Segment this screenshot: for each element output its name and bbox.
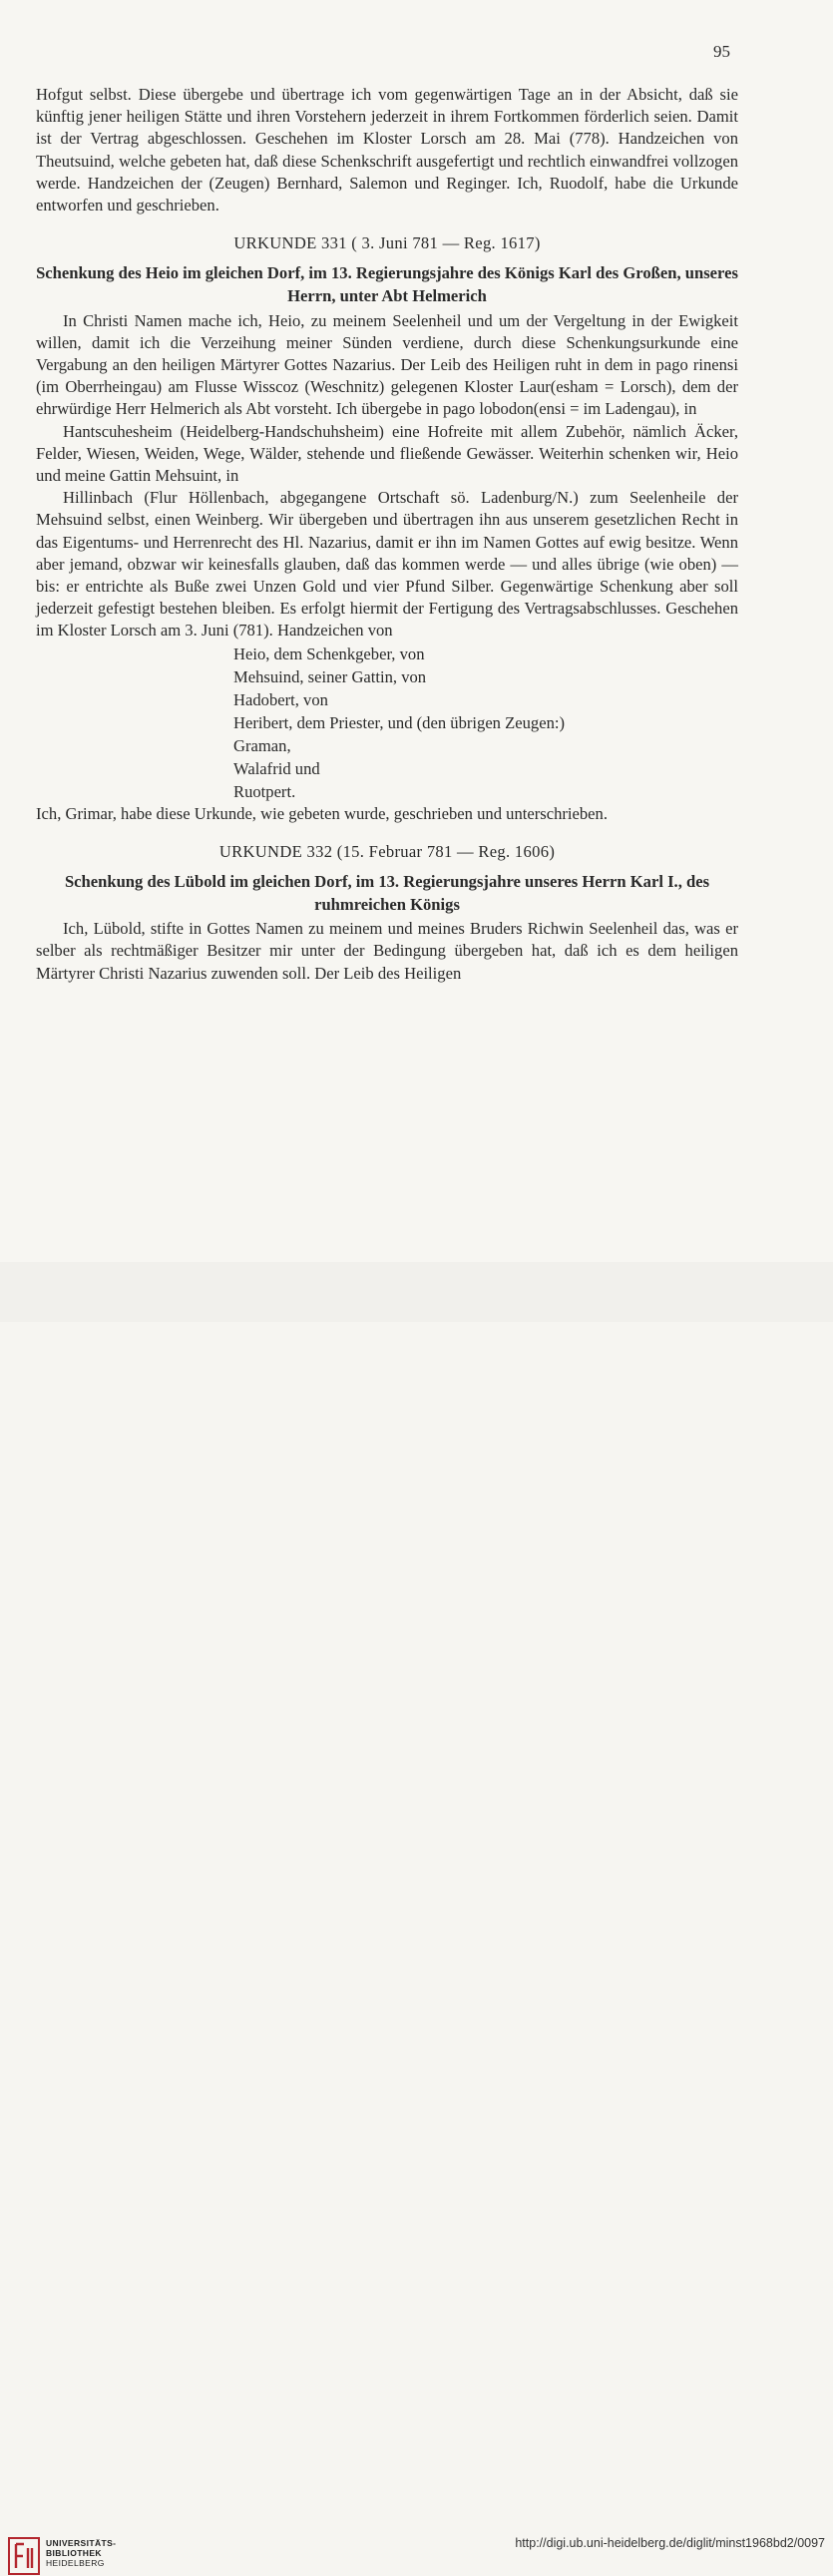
book-page (0, 0, 833, 1262)
witness-line: Ruotpert. (233, 781, 296, 801)
charter-331-signoff: Ich, Grimar, habe diese Urkunde, wie gebeten wurde, geschrieben und unterschrieben. (36, 803, 608, 823)
charter-331-paragraph-3: Hillinbach (Flur Höllenbach, abgegangene Ortschaft sö. Ladenburg/N.) zum Seelenheile der Mehsuind selbst, einen Weinberg. Wir übergeben und übertragen ihn aus unserem gesetzlichen Recht in das Eigentums- und Herrenrecht des Hl. Nazarius, damit er ihn im Namen Gottes auf ewig besitze. Wenn aber jemand, obzwar wir keinesfalls glauben, daß das kommen werde — und alles übrige (wie oben) — bis: er entrichte als Buße zwei Unzen Gold und vier Pfund Silber. Gegenwärtige Schenkung aber soll jederzeit gefestigt bestehen bleiben. Es erfolgt hiermit der Fertigung des Vertragsabschlusses. Geschehen im Kloster Lorsch am 3. Juni (781). Handzeichen von (36, 488, 738, 641)
charter-331-paragraph-1: In Christi Namen mache ich, Heio, zu meinem Seelenheil und um der Vergeltung in der Ewigkeit willen, damit ich die Verzeihung meiner Sünden verdiene, durch diese Schenkungsurkunde eine Vergabung an den heiligen Märtyrer Gottes Nazarius. Der Leib des Heiligen ruht in dem in pago rinensi (im Oberrheingau) am Flusse Wisscoz (Weschnitz) gelegenen Kloster Laur(esham = Lorsch), dem der ehrwürdige Herr Helmerich als Abt vorsteht. Ich übergebe in pago lobodon(ensi = im Ladengau), in (36, 310, 738, 419)
charter-331-heading: URKUNDE 331 ( 3. Juni 781 — Reg. 1617) (233, 233, 541, 253)
viewer-footer (0, 1262, 833, 2568)
charter-331-title: Schenkung des Heio im gleichen Dorf, im 13. Regierungsjahre des Königs Karl des Großen, unseres Herrn, unter Abt Helmerich (36, 263, 738, 306)
page-url-link[interactable]: http://digi.ub.uni-heidelberg.de/diglit/minst1968bd2/0097 (515, 2536, 825, 2550)
witness-line: Graman, (233, 735, 291, 755)
page-body (36, 84, 738, 985)
page-number: 95 (713, 42, 730, 61)
library-name: UNIVERSITÄTS- BIBLIOTHEK HEIDELBERG (46, 2538, 117, 2568)
paragraph-continuation: Hofgut selbst. Diese übergebe und übertrage ich vom gegenwärtigen Tage an in der Absicht, daß sie künftig jener heiligen Stätte und ihren Vorstehern jederzeit in ihrem Fortkommen förderlich seien. Damit ist der Vertrag abgeschlossen. Geschehen im Kloster Lorsch am 28. Mai (778). Handzeichen von Theutsuind, welche gebeten hat, daß diese Schenkschrift ausgefertigt und rechtlich einwandfrei vollzogen werde. Handzeichen der (Zeugen) Bernhard, Salemon und Reginger. Ich, Ruodolf, habe die Urkunde entworfen und geschrieben. (36, 85, 738, 215)
charter-332-title: Schenkung des Lübold im gleichen Dorf, im 13. Regierungsjahre unseres Herrn Karl I., des ruhmreichen Königs (64, 872, 710, 914)
witness-line: Walafrid und (233, 758, 320, 778)
witness-line: Heribert, dem Priester, und (den übrigen Zeugen:) (233, 712, 566, 732)
witness-line: Heio, dem Schenkgeber, von (233, 644, 425, 663)
library-logo-icon (8, 2536, 40, 2576)
witness-line: Mehsuind, seiner Gattin, von (233, 666, 427, 686)
witness-list (36, 643, 738, 803)
charter-332-paragraph-1: Ich, Lübold, stifte in Gottes Namen zu meinem und meines Bruders Richwin Seelenheil das, was er selber als rechtmäßiger Besitzer mir unter der Bedingung übergeben hat, daß ich es dem heiligen Märtyrer Christi Nazarius zuwenden soll. Der Leib des Heiligen (36, 919, 738, 983)
charter-331-paragraph-2: Hantscuhesheim (Heidelberg-Handschuhsheim) eine Hofreite mit allem Zubehör, nämlich Äcker, Felder, Wiesen, Weiden, Wege, Wälder, stehende und fließende Gewässer. Weiterhin schenken wir, Heio und meine Gattin Mehsuint, in (36, 421, 738, 486)
witness-line: Hadobert, von (233, 689, 328, 709)
charter-332-heading: URKUNDE 332 (15. Februar 781 — Reg. 1606) (218, 841, 556, 861)
